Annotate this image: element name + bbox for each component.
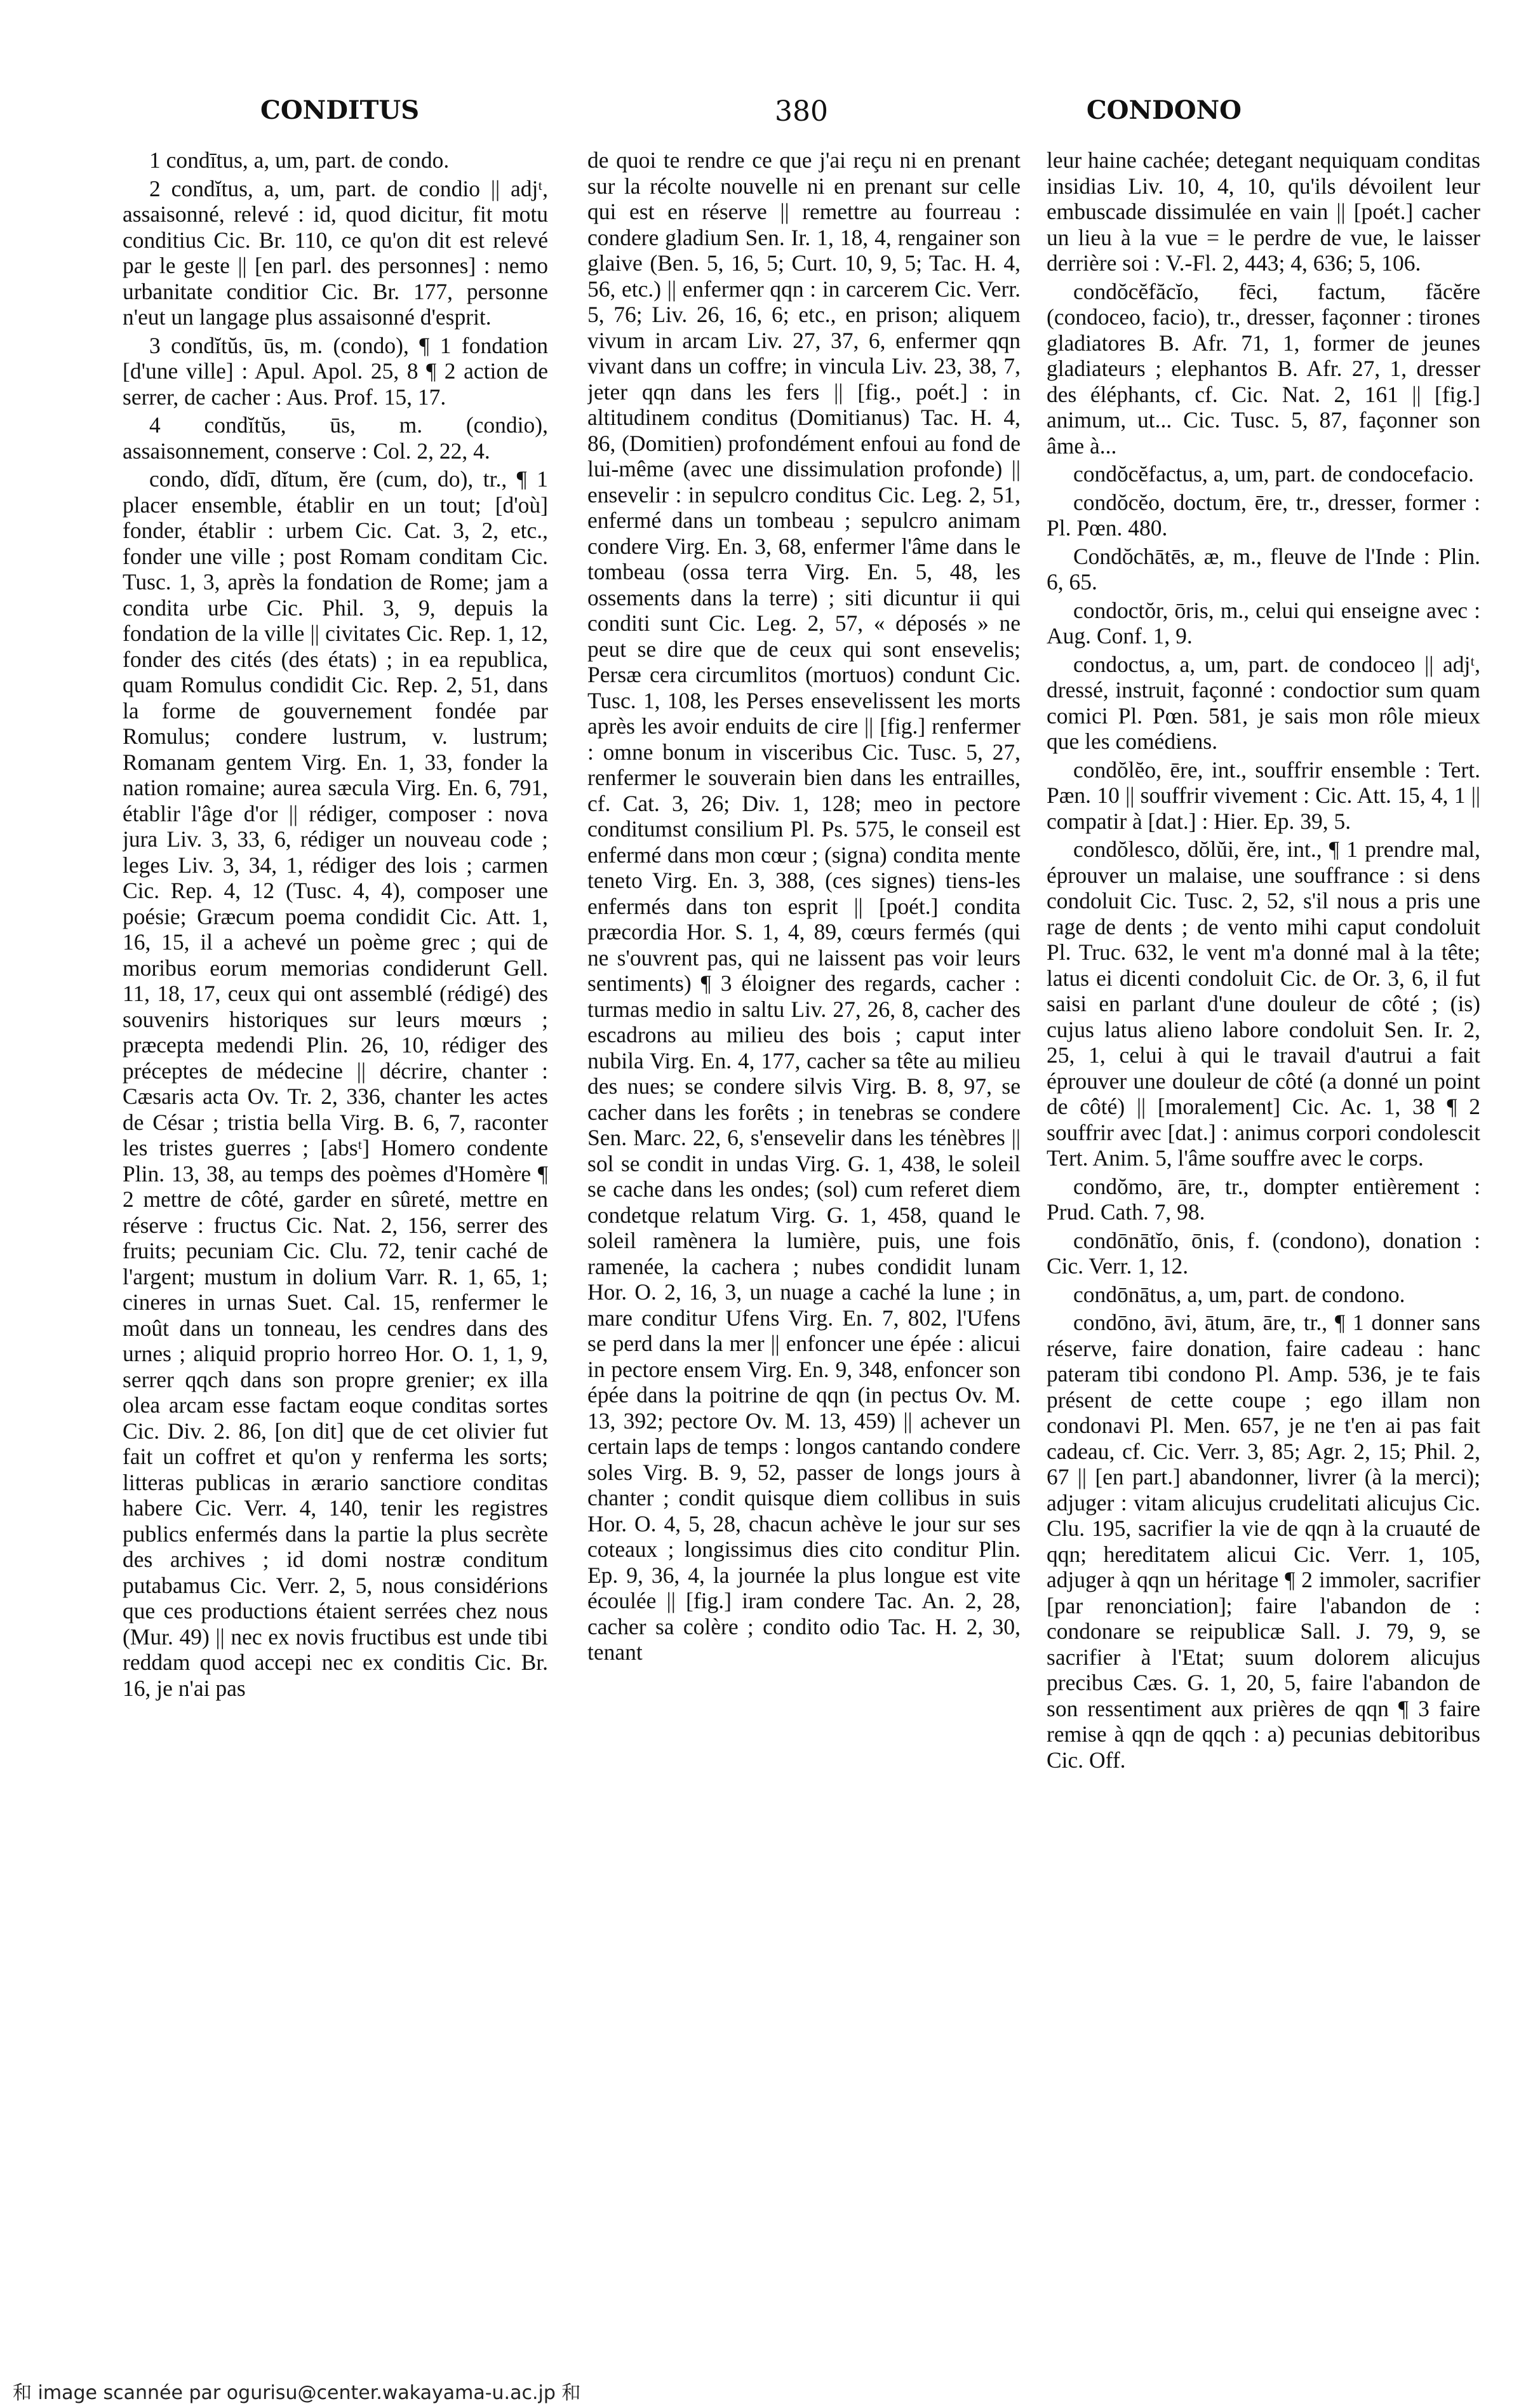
dictionary-entry: condōnātĭo, ōnis, f. (condono), donation : Cic. Verr. 1, 12. <box>1047 1227 1480 1279</box>
scan-credit-footer: 和 image scannée par ogurisu@center.wakayama-u.ac.jp 和 <box>13 2382 581 2404</box>
dictionary-entry: condo, dĭdī, dĭtum, ĕre (cum, do), tr., ¶ 1 placer ensemble, établir en un tout; [d'où] fonder, établir : urbem Cic. Cat. 3, 2, etc., fonder une ville ; post Romam conditam Cic. Tusc. 1, 3, après la fondation de Rome; jam a condita urbe Cic. Phil. 3, 9, depuis la fondation de la ville || civitates Cic. Rep. 1, 12, fonder des cités (des états) ; in ea republica, quam Romulus condidit Cic. Rep. 2, 51, dans la forme de gouvernement fondée par Romulus; condere lustrum, v. lustrum; Romanam gentem Virg. En. 1, 33, fonder la nation romaine; aurea sæcula Virg. En. 6, 791, établir l'âge d'or || rédiger, composer : nova jura Liv. 3, 33, 6, rédiger un nouveau code ; leges Liv. 3, 34, 1, rédiger des lois ; carmen Cic. Rep. 4, 12 (Tusc. 4, 4), composer une poésie; Græcum poema condidit Cic. Att. 1, 16, 15, il a achevé un poème grec ; qui de moribus eorum memorias condiderunt Gell. 11, 18, 17, ceux qui ont assemblé (rédigé) des souvenirs historiques sur leurs mœurs ; præcepta medendi Plin. 26, 10, rédiger des préceptes de médecine || décrire, chanter : Cæsaris acta Ov. Tr. 2, 336, chanter les actes de César ; tristia bella Virg. B. 6, 7, raconter les tristes guerres ; [absᵗ] Homero condente Plin. 13, 38, au temps des poèmes d'Homère ¶ 2 mettre de côté, garder en sûreté, mettre en réserve : fructus Cic. Nat. 2, 156, serrer des fruits; pecuniam Cic. Clu. 72, tenir caché de l'argent; mustum in dolium Varr. R. 1, 65, 1; cineres in urnas Suet. Cal. 15, renfermer le moût dans un tonneau, les cendres dans des urnes ; aliquid proprio horreo Hor. O. 1, 1, 9, serrer qqch dans son propre grenier; ex illa olea arcam esse factam eoque conditas sortes Cic. Div. 2. 86, [on dit] que de cet olivier fut fait un coffret et qu'on y renferma les sorts; litteras publicas in ærario sanctiore conditas habere Cic. Verr. 4, 140, tenir les registres publics enfermés dans la partie la plus secrète des archives ; id domi nostræ conditum putabamus Cic. Verr. 2, 5, nous considérions que ces productions étaient serrées chez nous (Mur. 49) || nec ex novis fructibus est unde tibi reddam quod accepi nec ex conditis Cic. Br. 16, je n'ai pas <box>123 466 548 1701</box>
dictionary-entry: condŏlesco, dŏlŭi, ĕre, int., ¶ 1 prendre mal, éprouver un malaise, une souffrance : si dens condoluit Cic. Tusc. 2, 52, s'il nous a pris une rage de dents ; de vento mihi caput condoluit Pl. Truc. 632, le vent m'a donné mal à la tête; latus ei dicenti condoluit Cic. de Or. 3, 6, il fut saisi en parlant d'une douleur de côté ; (is) cujus latus alieno labore condoluit Sen. Ir. 2, 25, 1, celui à qui le travail d'autrui a fait éprouver une douleur de côté (a donné un point de côté) || [moralement] Cic. Ac. 1, 38 ¶ 2 souffrir avec [dat.] : animus corpori condolescit Tert. Anim. 5, l'âme souffre avec le corps. <box>1047 837 1480 1171</box>
dictionary-entry: condŏcĕfactus, a, um, part. de condocefacio. <box>1073 461 1474 487</box>
column-3 <box>1047 147 1480 2320</box>
dictionary-entry: Condŏchātēs, æ, m., fleuve de l'Inde : Plin. 6, 65. <box>1047 543 1480 595</box>
column-1 <box>123 147 548 2320</box>
dictionary-entry: 4 condĭtŭs, ūs, m. (condio), assaisonnement, conserve : Col. 2, 22, 4. <box>123 412 548 464</box>
dictionary-entry: condŏcĕo, doctum, ēre, tr., dresser, former : Pl. Pœn. 480. <box>1047 489 1480 541</box>
dictionary-entry: condŏlĕo, ēre, int., souffrir ensemble : Tert. Pæn. 10 || souffrir vivement : Cic. Att. 15, 4, 1 || compatir à [dat.] : Hier. Ep. 39, 5. <box>1047 756 1480 834</box>
column-2 <box>587 147 1021 2320</box>
dictionary-entry: condoctŏr, ōris, m., celui qui enseigne avec : Aug. Conf. 1, 9. <box>1047 597 1480 649</box>
page-number: 380 <box>775 95 828 128</box>
dictionary-entry: 1 condītus, a, um, part. de condo. <box>149 147 450 173</box>
running-head-left: CONDITUS <box>260 95 420 125</box>
running-head-right: CONDONO <box>1086 95 1242 125</box>
dictionary-entry: condŏcĕfăcĭo, fēci, factum, făcĕre (condoceo, facio), tr., dresser, façonner : tirones gladiatores B. Afr. 71, 1, former de jeunes gladiateurs ; elephantos B. Afr. 27, 1, dresser des éléphants, cf. Cic. Nat. 2, 161 || [fig.] animum, ut... Cic. Tusc. 5, 87, façonner son âme à... <box>1047 278 1480 459</box>
dictionary-entry: condoctus, a, um, part. de condoceo || adjᵗ, dressé, instruit, façonné : condoctior sum quam comici Pl. Pœn. 581, je sais mon rôle mieux que les comédiens. <box>1047 651 1480 754</box>
dictionary-entry: condōnātus, a, um, part. de condono. <box>1073 1281 1405 1307</box>
dictionary-entry: condŏmo, āre, tr., dompter entièrement : Prud. Cath. 7, 98. <box>1047 1173 1480 1225</box>
dictionary-entry: condōno, āvi, ātum, āre, tr., ¶ 1 donner sans réserve, faire donation, faire cadeau : hanc pateram tibi condono Pl. Amp. 536, je te fais présent de cette coupe ; ego illam non condonavi Pl. Men. 657, je ne t'en ai pas fait cadeau, cf. Cic. Verr. 3, 85; Agr. 2, 15; Phil. 2, 67 || [en part.] abandonner, livrer (à la merci); adjuger : vitam alicujus crudelitati alicujus Cic. Clu. 195, sacrifier la vie de qqn à la cruauté de qqn; hereditatem alicui Cic. Verr. 1, 105, adjuger à qqn un héritage ¶ 2 immoler, sacrifier [par renonciation]; faire l'abandon de : condonare se reipublicæ Sall. J. 79, 9, se sacrifier à l'Etat; suum dolorem alicujus precibus Cæs. G. 1, 20, 5, faire l'abandon de son ressentiment aux prières de qqn ¶ 3 faire remise à qqn de qqch : a) pecunias debitoribus Cic. Off. <box>1047 1310 1480 1773</box>
dictionary-entry: 3 condĭtŭs, ūs, m. (condo), ¶ 1 fondation [d'une ville] : Apul. Apol. 25, 8 ¶ 2 action de serrer, de cacher : Aus. Prof. 15, 17. <box>123 332 548 410</box>
dictionary-entry: 2 condĭtus, a, um, part. de condio || adjᵗ, assaisonné, relevé : id, quod dicitur, fit motu conditius Cic. Br. 110, ce qu'on dit est relevé par le geste || [en parl. des personnes] : nemo urbanitate conditior Cic. Br. 177, personne n'eut un langage plus assaisonné d'esprit. <box>123 175 548 330</box>
dictionary-entry: de quoi te rendre ce que j'ai reçu ni en prenant sur la récolte nouvelle ni en prenant sur celle qui est en réserve || remettre au fourreau : condere gladium Sen. Ir. 1, 18, 4, rengainer son glaive (Ben. 5, 16, 5; Curt. 10, 9, 5; Tac. H. 4, 56, etc.) || enfermer qqn : in carcerem Cic. Verr. 5, 76; Liv. 26, 16, 6; etc., en prison; aliquem vivum in arcam Liv. 27, 37, 6, enfermer qqn vivant dans un coffre; in vincula Liv. 23, 38, 7, jeter qqn dans les fers || [fig., poét.] : in altitudinem conditus (Domitianus) Tac. H. 4, 86, (Domitien) profondément enfoui au fond de lui-même (avec une dissimulation profonde) || ensevelir : in sepulcro conditus Cic. Leg. 2, 51, enfermé dans un tombeau ; sepulcro animam condere Virg. En. 3, 68, enfermer l'âme dans le tombeau (ossa terra Virg. En. 5, 48, les ossements dans la terre) ; siti dicuntur ii qui conditi sunt Cic. Leg. 2, 57, « déposés » ne peut se dire que de ceux qui sont ensevelis; Persæ cera circumlitos (mortuos) condunt Cic. Tusc. 1, 108, les Perses ensevelissent les morts après les avoir enduits de cire || [fig.] renfermer : omne bonum in visceribus Cic. Tusc. 5, 27, renfermer le souverain bien dans les entrailles, cf. Cat. 3, 26; Div. 1, 128; meo in pectore conditumst consilium Pl. Ps. 575, le conseil est enfermé dans mon cœur ; (signa) condita mente teneto Virg. En. 3, 388, (ces signes) tiens-les enfermés dans ton esprit || [poét.] condita præcordia Hor. S. 1, 4, 89, cœurs fermés (qui ne s'ouvrent pas, qui ne laissent pas voir leurs sentiments) ¶ 3 éloigner des regards, cacher : turmas medio in saltu Liv. 27, 26, 8, cacher des escadrons au milieu des bois ; caput inter nubila Virg. En. 4, 177, cacher sa tête au milieu des nues; se condere silvis Virg. B. 8, 97, se cacher dans les forêts ; in tenebras se condere Sen. Marc. 22, 6, s'ensevelir dans les ténèbres || sol se condit in undas Virg. G. 1, 438, le soleil se cache dans les ondes; (sol) cum referet diem condetque relatum Virg. G. 1, 458, quand le soleil ramènera la lumière, puis, une fois ramenée, la cachera ; nubes condidit lunam Hor. O. 2, 16, 3, un nuage a caché la lune ; in mare conditur Ufens Virg. En. 7, 802, l'Ufens se perd dans la mer || enfoncer une épée : alicui in pectore ensem Virg. En. 9, 348, enfoncer son épée dans la poitrine de qqn (in pectus Ov. M. 13, 392; pectore Ov. M. 13, 459) || achever un certain laps de temps : longos cantando condere soles Virg. B. 9, 52, passer de longs jours à chanter ; condit quisque diem collibus in suis Hor. O. 4, 5, 28, chacun achève le jour sur ses coteaux ; longissimus dies cito conditur Plin. Ep. 9, 36, 4, la journée la plus longue est vite écoulée || [fig.] iram condere Tac. An. 2, 28, cacher sa colère ; condito odio Tac. H. 2, 30, tenant <box>587 147 1021 1665</box>
page-header <box>121 95 1330 140</box>
dictionary-entry: leur haine cachée; detegant nequiquam conditas insidias Liv. 10, 4, 10, qu'ils dévoilent leur embuscade dissimulée en vain || [poét.] cacher un lieu à la vue = le perdre de vue, le laisser derrière soi : V.-Fl. 2, 443; 4, 636; 5, 106. <box>1047 147 1480 276</box>
